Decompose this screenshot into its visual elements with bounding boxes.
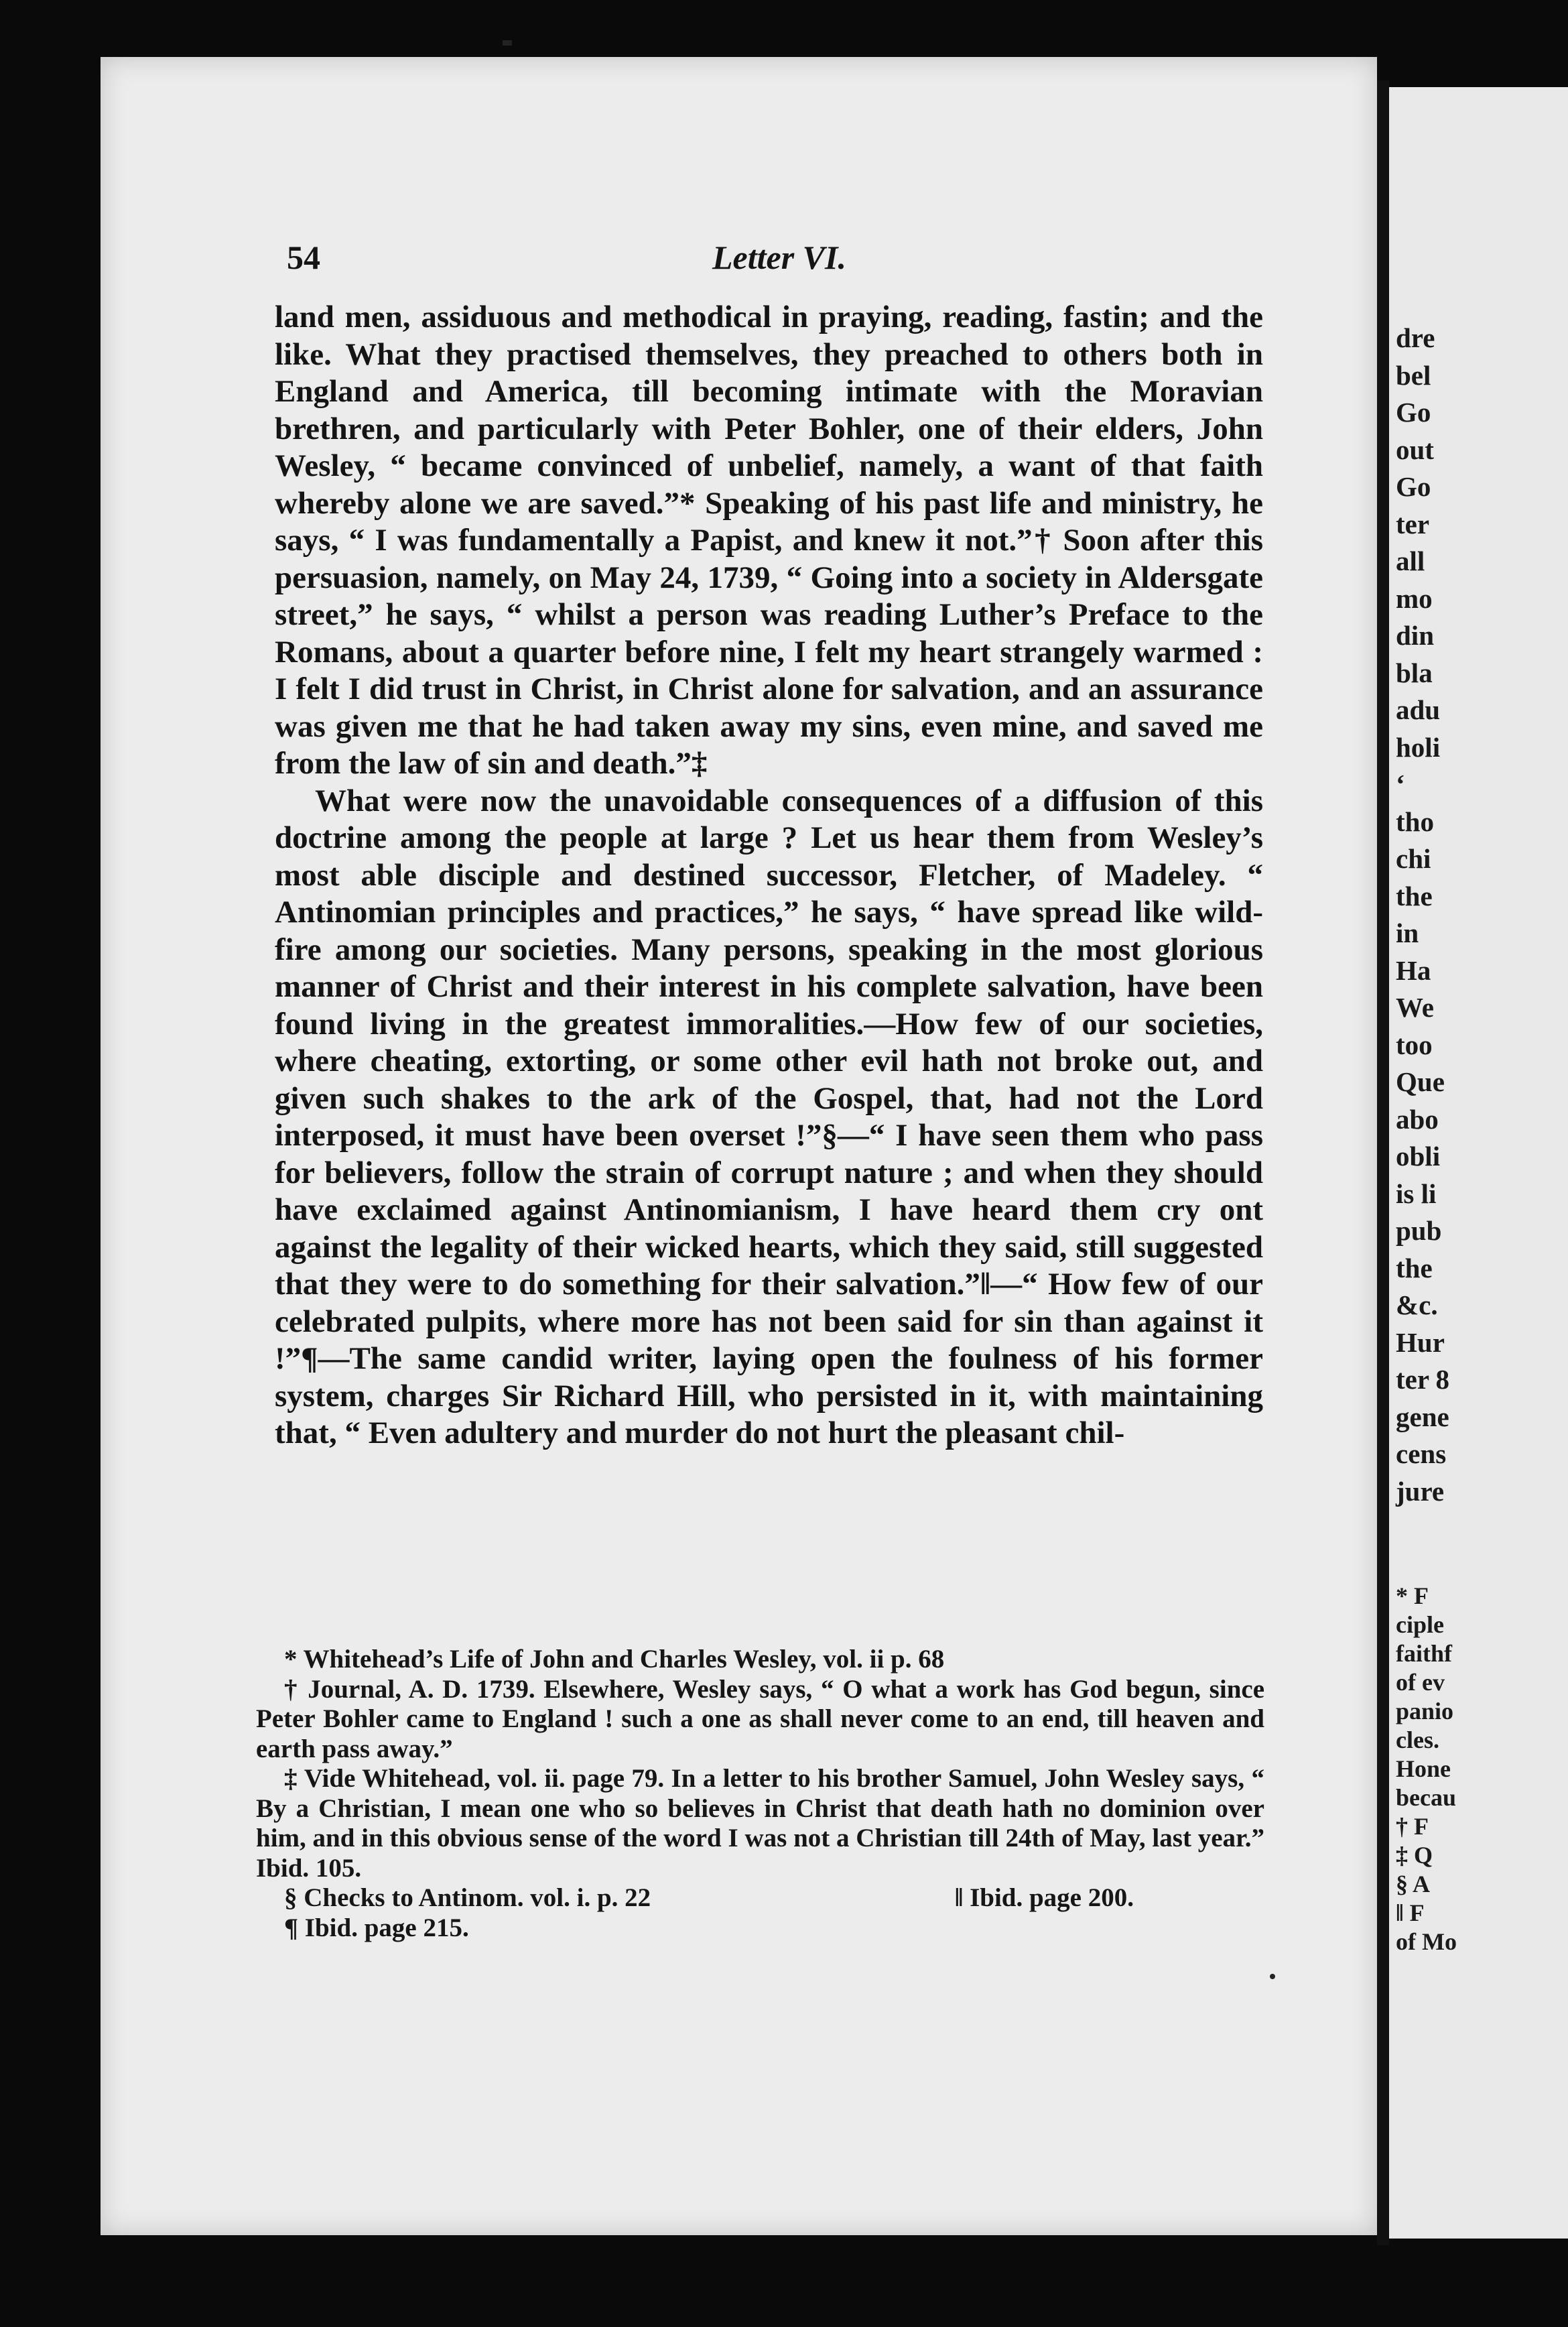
paragraph-1: land men, assiduous and methodical in praying, reading, fastin; and the like. What they practised themselves, they preached to others both in England and America, till becoming intimate with the Moravian brethren, and particularly with Peter Bohler, one of their elders, John Wesley, “ became convinced of unbelief, namely, a want of that faith whereby alone we are saved.”* Speaking of his past life and ministry, he says, “ I was fundamentally a Papist, and knew it not.”† Soon after this persuasion, namely, on May 24, 1739, “ Going into a society in Aldersgate street,” he says, “ whilst a person was reading Luther’s Preface to the Romans, about a quarter before nine, I felt my heart strangely warmed : I felt I did trust in Christ, in Christ alone for salvation, and an assurance was given me that he had taken away my sins, even mine, and saved me from the law of sin and death.”‡ (275, 300, 1263, 781)
adjacent-page-fragment: chi (1396, 843, 1431, 874)
adjacent-footnote-fragment: † F (1396, 1813, 1429, 1840)
adjacent-page-fragment: out (1396, 434, 1434, 465)
adjacent-page-fragment: mo (1396, 582, 1433, 614)
footnote-row (256, 1883, 1264, 1913)
adjacent-footnote-fragment: Hone (1396, 1755, 1451, 1782)
adjacent-footnote-fragment: panio (1396, 1698, 1454, 1724)
adjacent-footnote-fragment: of ev (1396, 1669, 1445, 1696)
footnotes (256, 1645, 1264, 1943)
adjacent-page-fragment: the (1396, 880, 1433, 911)
adjacent-page-fragment: &c. (1396, 1290, 1438, 1320)
body-text (275, 299, 1263, 1452)
adjacent-page-fragment: din (1396, 620, 1434, 651)
adjacent-page-fragment: tho (1396, 806, 1434, 837)
paragraph-2: What were now the unavoidable consequences of a diffusion of this doctrine among the people at large ? Let us hear them from Wesley’s most able disciple and destined successor, Fletcher, of Madeley. “ Antinomian principles and practices,” he says, “ have spread like wild-fire among our societies. Many persons, speaking in the most glorious manner of Christ and their interest in his complete salvation, have been found living in the greatest immoralities.—How few of our societies, where cheating, extorting, or some other evil hath not broke out, and given such shakes to the ark of the Gospel, that, had not the Lord interposed, it must have been overset !”§—“ I have seen them who pass for believers, follow the strain of corrupt nature ; and when they should have exclaimed against Antinomianism, I have heard them cry ont against the legality of their wicked hearts, which they said, still suggested that they were to do something for their salvation.”‖—“ How few of our celebrated pulpits, where more has not been said for sin than against it !”¶—The same candid writer, laying open the foulness of his former system, charges Sir Richard Hill, who persisted in it, with maintaining that, “ Even adultery and murder do not hurt the pleasant chil- (275, 783, 1263, 1450)
adjacent-page-fragment: bla (1396, 657, 1433, 688)
adjacent-page-fragment: too (1396, 1029, 1433, 1060)
adjacent-footnote-fragment: cles. (1396, 1726, 1439, 1753)
adjacent-page-fragment: dre (1396, 322, 1435, 353)
page-number: 54 (287, 239, 320, 276)
adjacent-page-fragment: the (1396, 1252, 1433, 1283)
adjacent-footnote-fragment: faithf (1396, 1640, 1452, 1667)
adjacent-page-fragment: cens (1396, 1438, 1447, 1469)
adjacent-footnote-fragment: ciple (1396, 1611, 1444, 1638)
adjacent-page-fragment: ter 8 (1396, 1364, 1450, 1395)
scan-speck (503, 40, 512, 46)
adjacent-footnote-fragment: of Mo (1396, 1928, 1457, 1955)
page-header (287, 238, 1272, 285)
adjacent-page-fragment: Go (1396, 471, 1431, 502)
adjacent-page-fragment: jure (1396, 1475, 1445, 1507)
adjacent-page-fragment: ‘ (1396, 769, 1405, 800)
adjacent-page-fragment: Go (1396, 397, 1431, 428)
adjacent-footnote-fragment: ‡ Q (1396, 1842, 1433, 1869)
adjacent-footnote-fragment: § A (1396, 1871, 1431, 1897)
adjacent-page-fragment: Que (1396, 1066, 1445, 1097)
footnote-4: § Checks to Antinom. vol. i. p. 22 (284, 1883, 651, 1912)
footnote-2: † Journal, A. D. 1739. Elsewhere, Wesley says, “ O what a work has God begun, since Peter Bohler came to England ! such a one as shall never come to an end, till heaven and earth pass away.” (256, 1674, 1264, 1763)
adjacent-page-fragment: all (1396, 546, 1425, 576)
adjacent-page-fragment: We (1396, 992, 1434, 1023)
adjacent-page-fragment: abo (1396, 1103, 1439, 1135)
adjacent-page-fragment: in (1396, 918, 1419, 948)
adjacent-page-fragment: ter (1396, 508, 1430, 540)
adjacent-page-fragment: pub (1396, 1215, 1442, 1246)
footnote-6: ¶ Ibid. page 215. (284, 1913, 469, 1942)
running-head: Letter VI. (712, 239, 846, 276)
adjacent-page-fragment: Ha (1396, 954, 1431, 986)
adjacent-page-fragment: holi (1396, 731, 1441, 763)
adjacent-footnote-fragment: becau (1396, 1784, 1456, 1811)
adjacent-page-fragment: adu (1396, 694, 1441, 725)
adjacent-page-fragment: bel (1396, 359, 1431, 391)
adjacent-page-fragment: obli (1396, 1141, 1441, 1172)
footnote-5: ‖ Ibid. page 200. (954, 1883, 1134, 1912)
adjacent-page-fragment: is li (1396, 1178, 1437, 1209)
page-gutter (1377, 80, 1389, 2245)
scan-speck (1270, 1974, 1275, 1979)
footnote-1: * Whitehead’s Life of John and Charles Wesley, vol. ii p. 68 (284, 1645, 945, 1674)
adjacent-page-fragment: Hur (1396, 1326, 1445, 1358)
adjacent-footnote-fragment: * F (1396, 1582, 1429, 1609)
adjacent-footnote-fragment: ‖ F (1396, 1899, 1425, 1926)
footnote-3: ‡ Vide Whitehead, vol. ii. page 79. In a letter to his brother Samuel, John Wesley says, “ By a Christian, I mean one who so believes in Christ that death hath no dominion over him, and in this obvious sense of the word I was not a Christian till 24th of May, last year.” Ibid. 105. (256, 1764, 1264, 1883)
adjacent-page-fragment: gene (1396, 1401, 1449, 1432)
adjacent-page (1389, 87, 1568, 2239)
